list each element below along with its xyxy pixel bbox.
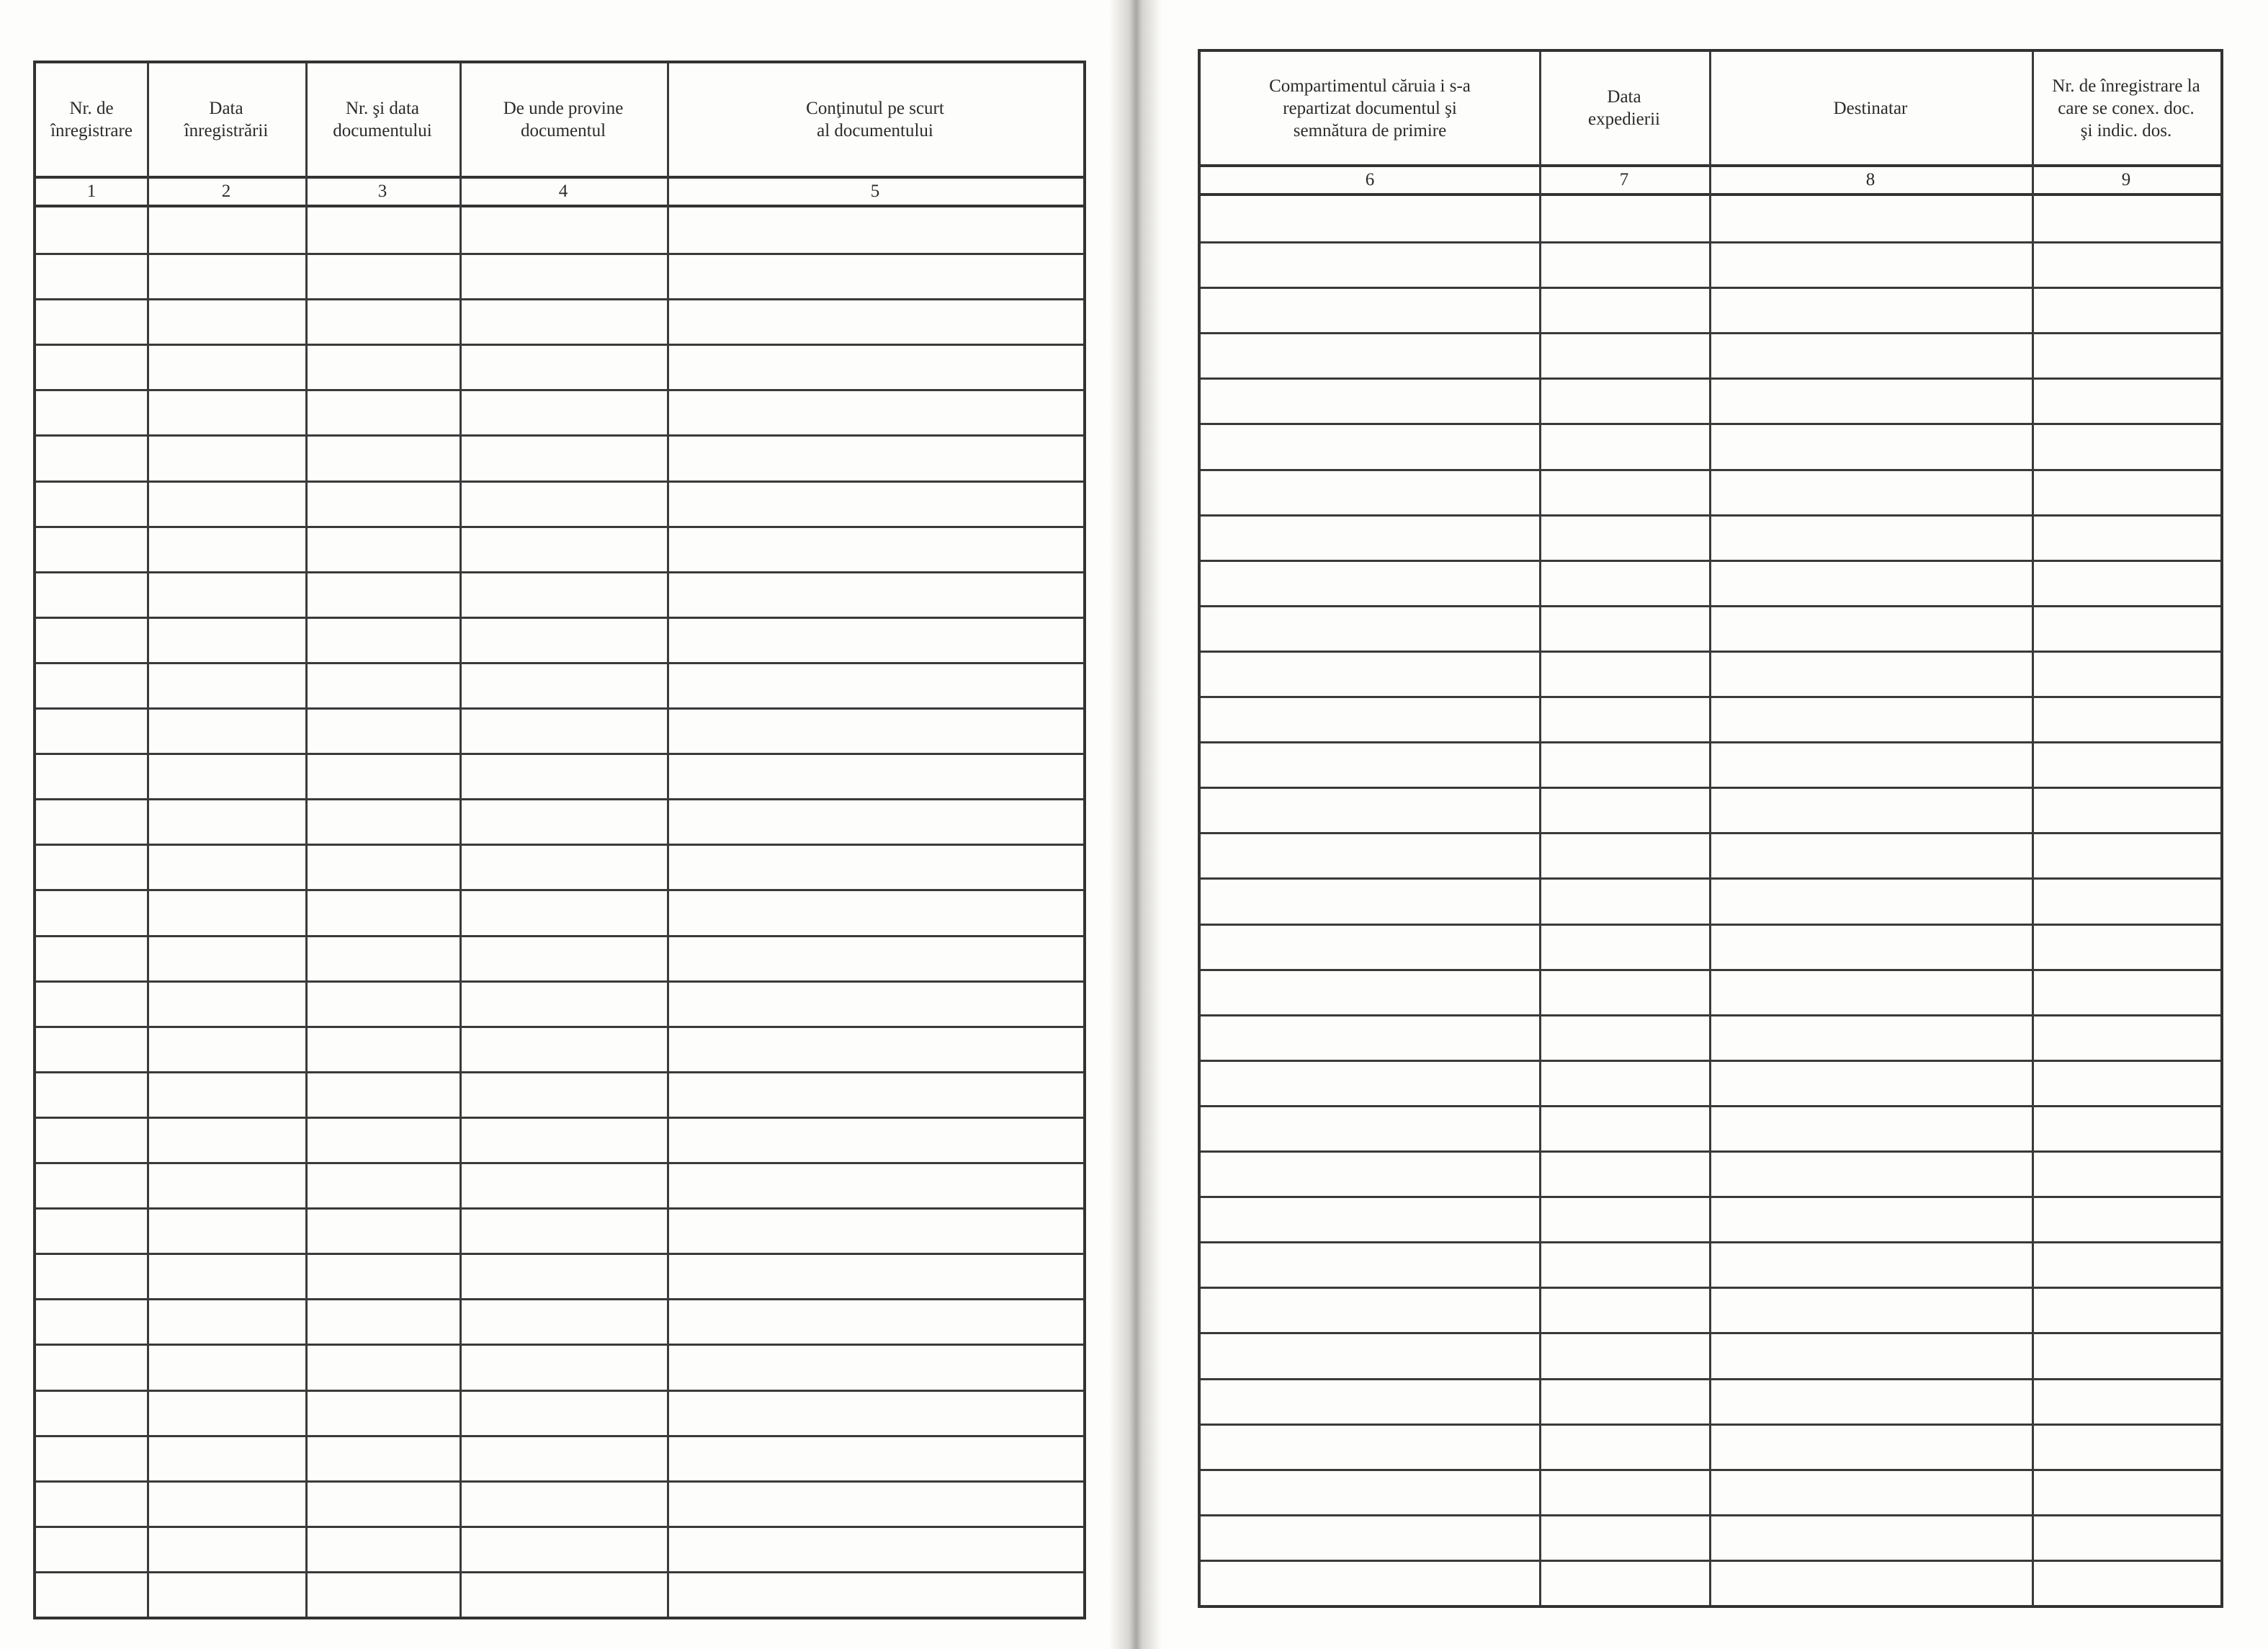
table-row-rule (36, 253, 1083, 255)
table-row-rule (36, 434, 1083, 437)
table-row-rule (1201, 651, 2220, 653)
table-row-rule (36, 481, 1083, 483)
left-register-table (33, 61, 1086, 1619)
table-row-rule (1201, 560, 2220, 562)
table-row-rule (1201, 1332, 2220, 1334)
table-row-rule (36, 389, 1083, 391)
table-row-rule (1201, 1424, 2220, 1426)
table-row-rule (1201, 1105, 2220, 1107)
table-row-rule (36, 1071, 1083, 1073)
book-gutter (1109, 0, 1161, 1649)
table-row-rule (1201, 287, 2220, 289)
table-row-rule (36, 753, 1083, 755)
header-nr-inregistrare: Nr. de înregistrare (50, 99, 133, 140)
table-row-rule (36, 844, 1083, 846)
header-compartimentul: Compartimentul căruia i s-a repartizat documentul şi semnătura de primire (1269, 76, 1471, 140)
table-row-rule (1201, 1378, 2220, 1380)
table-row-rule (1201, 741, 2220, 743)
column-number: 9 (2121, 170, 2131, 189)
table-row-rule (1201, 332, 2220, 334)
table-row-rule (1201, 832, 2220, 834)
table-row-rule (36, 1480, 1083, 1483)
header-destinatar: Destinatar (1833, 98, 1908, 118)
table-row-rule (36, 571, 1083, 573)
header-continutul: Conţinutul pe scurt al documentului (806, 99, 944, 140)
table-row-rule (36, 935, 1083, 937)
table-row-rule (1201, 469, 2220, 471)
table-row-rule (1201, 1196, 2220, 1198)
right-register-table (1198, 49, 2223, 1608)
table-row-rule (36, 1344, 1083, 1346)
table-row-rule (1201, 787, 2220, 789)
column-number: 2 (221, 182, 231, 201)
table-row-rule (36, 980, 1083, 983)
table-row-rule (1201, 1060, 2220, 1062)
table-row-rule (1201, 877, 2220, 880)
column-number: 4 (558, 182, 568, 201)
table-row-rule (1201, 1560, 2220, 1562)
column-number: 8 (1865, 170, 1875, 189)
table-row-rule (36, 1571, 1083, 1573)
table-row-rule (36, 707, 1083, 710)
table-row-rule (36, 1207, 1083, 1210)
column-number: 7 (1619, 170, 1629, 189)
table-row-rule (36, 662, 1083, 664)
table-row-rule (36, 344, 1083, 346)
table-row-rule (36, 1298, 1083, 1300)
table-row-rule (36, 1117, 1083, 1119)
header-nr-inregistrare-conex: Nr. de înregistrare la care se conex. doc. şi indic. dos. (2052, 76, 2200, 140)
table-row-rule (1201, 1287, 2220, 1289)
table-row-rule (1201, 1241, 2220, 1243)
header-de-unde-provine: De unde provine documentul (503, 99, 624, 140)
table-row-rule (1201, 969, 2220, 971)
table-row-rule (1201, 1469, 2220, 1471)
table-row-rule (1201, 924, 2220, 926)
header-data-expedierii: Data expedierii (1588, 87, 1660, 129)
table-row-rule (36, 1253, 1083, 1255)
table-row-rule (1201, 241, 2220, 243)
table-row-rule (36, 617, 1083, 619)
table-row-rule (36, 1526, 1083, 1528)
table-row-rule (1201, 1514, 2220, 1516)
table-row-rule (36, 1435, 1083, 1437)
column-number: 5 (870, 182, 880, 201)
table-row-rule (1201, 377, 2220, 380)
table-row-rule (36, 1390, 1083, 1392)
left-header-row (36, 63, 1083, 176)
table-row-rule (36, 798, 1083, 800)
left-blank-rows (36, 207, 1083, 1617)
column-number: 3 (377, 182, 387, 201)
table-row-rule (36, 298, 1083, 300)
header-data-inregistrarii: Data înregistrării (184, 99, 269, 140)
table-row-rule (1201, 1150, 2220, 1153)
table-row-rule (1201, 696, 2220, 698)
table-row-rule (1201, 514, 2220, 517)
table-row-rule (1201, 1014, 2220, 1016)
column-number: 6 (1365, 170, 1375, 189)
column-number: 1 (86, 182, 97, 201)
right-blank-rows (1201, 196, 2220, 1605)
left-number-row (36, 179, 1083, 205)
table-row-rule (36, 1026, 1083, 1028)
table-row-rule (36, 889, 1083, 891)
table-row-rule (1201, 605, 2220, 607)
table-row-rule (1201, 423, 2220, 425)
table-row-rule (36, 1162, 1083, 1164)
header-nr-data-documentului: Nr. şi data documentului (333, 99, 432, 140)
table-row-rule (36, 526, 1083, 528)
